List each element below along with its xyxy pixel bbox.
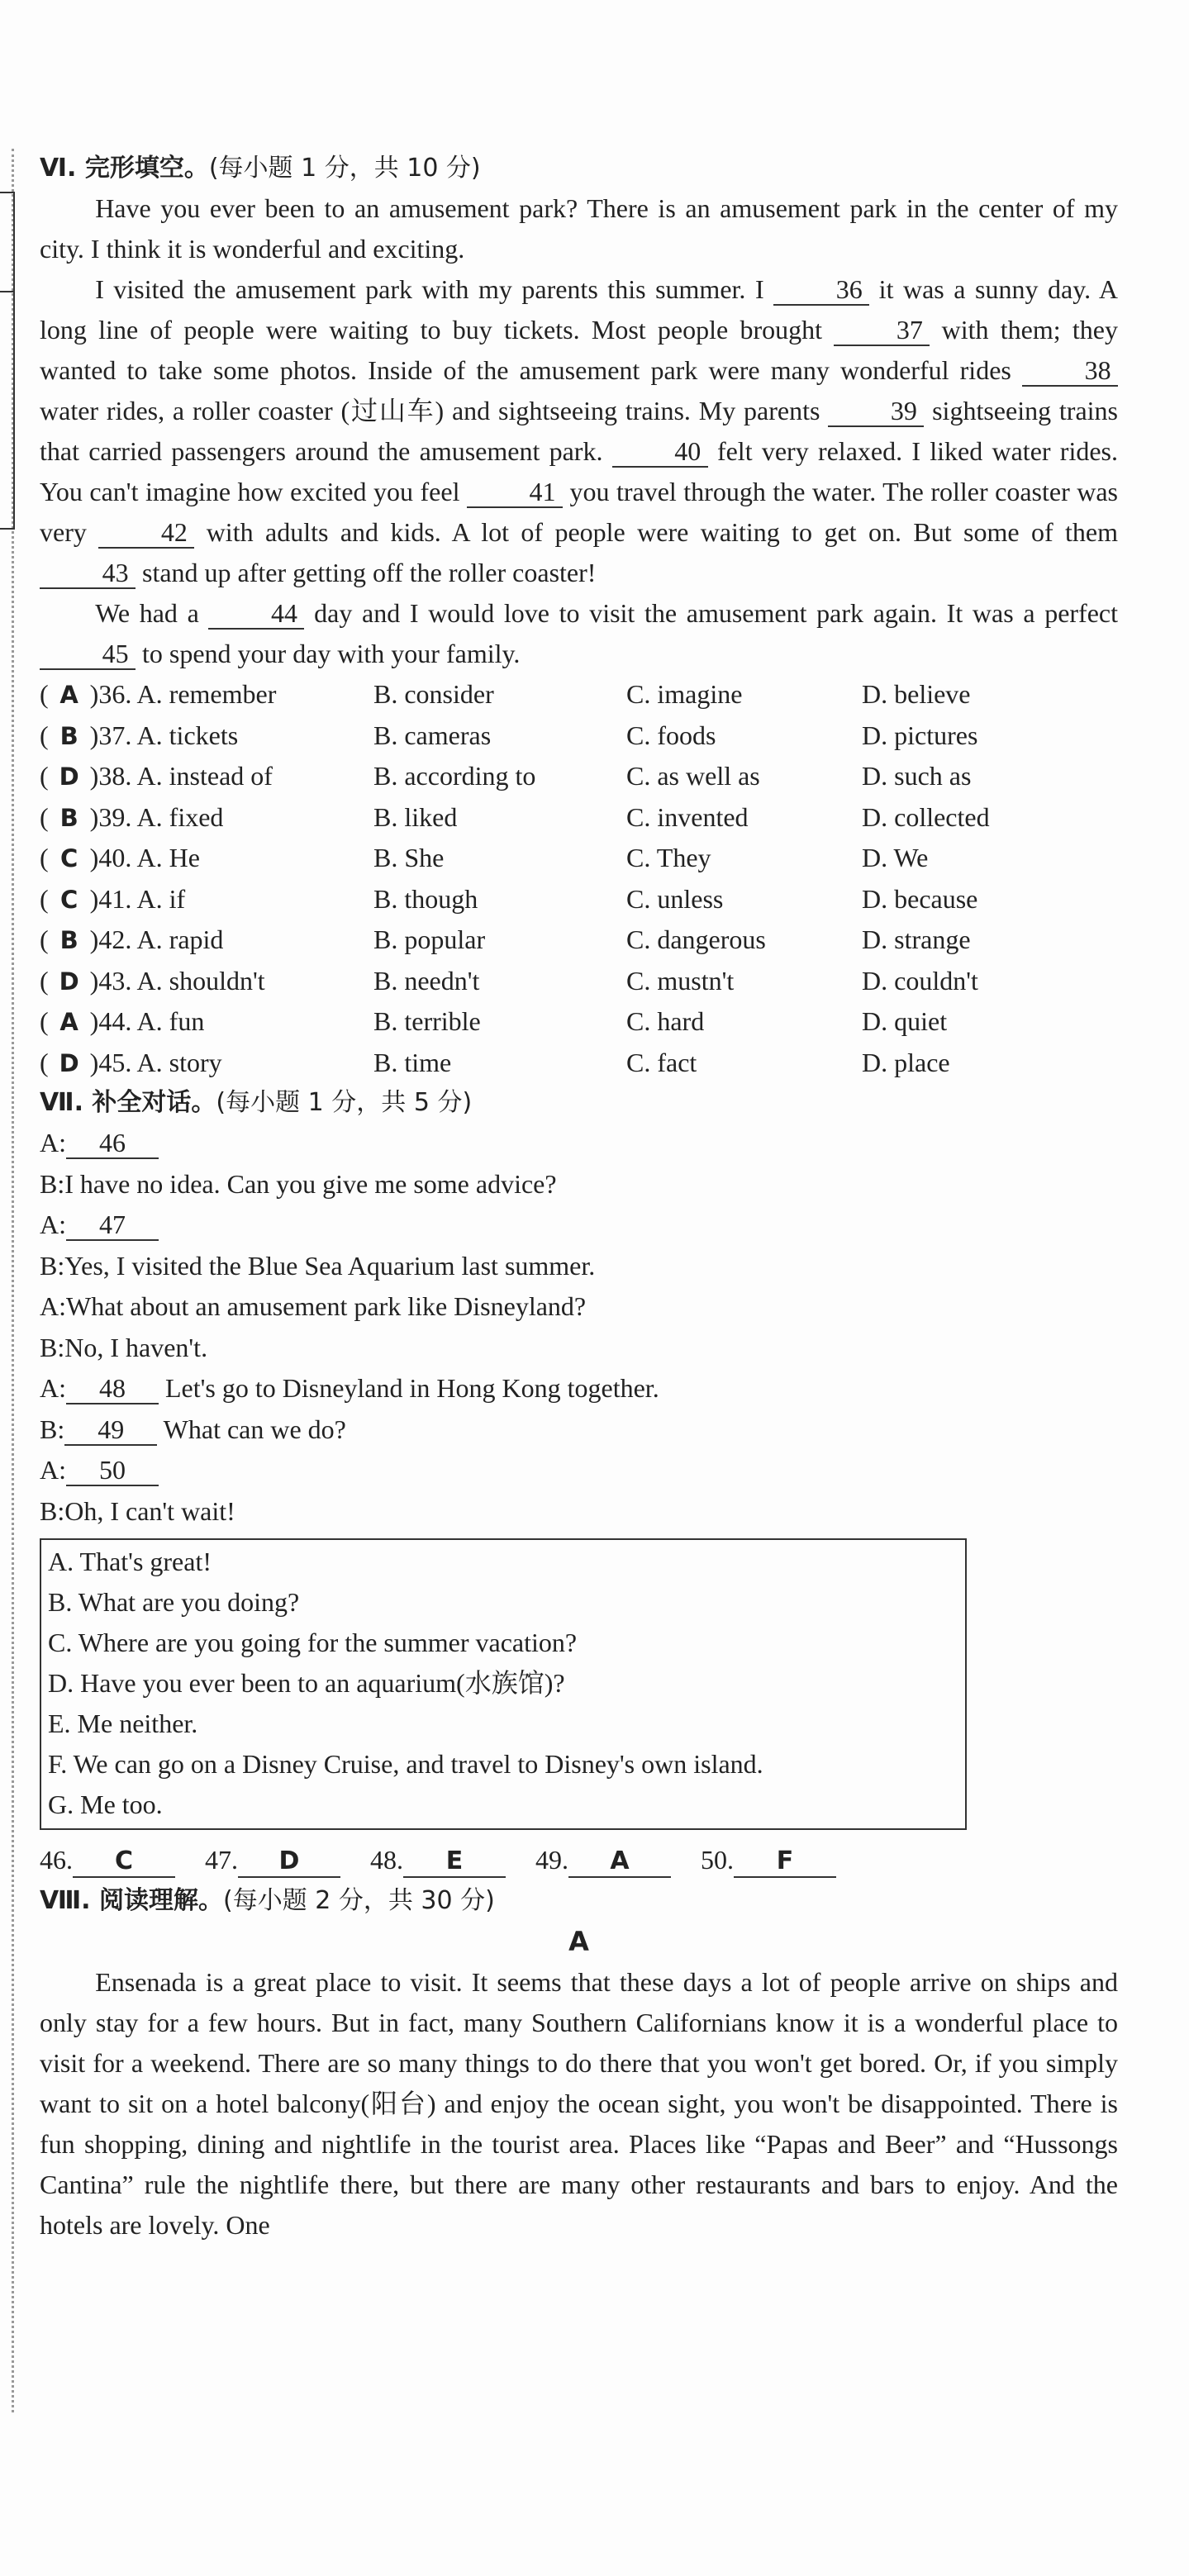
option-question: ( B )42. A. rapid — [40, 924, 224, 955]
cloze-options-table — [40, 674, 1118, 1083]
option-d: D. collected — [862, 801, 990, 832]
section6-title: Ⅵ. 完形填空。 — [40, 154, 209, 183]
option-answer[interactable]: A — [59, 681, 78, 710]
option-c: C. mustn't — [626, 965, 735, 996]
text-run: day and I would love to visit the amusement park again. It was a perfect — [304, 598, 1119, 628]
text-run: felt very relaxed. I liked water rides. You can't imagine how excited you feel — [40, 436, 1119, 506]
option-row — [40, 879, 1118, 920]
option-question: ( C )41. A. if — [40, 883, 186, 914]
dialogue-blank[interactable]: 48 — [66, 1373, 159, 1404]
option-c: C. fact — [626, 1047, 697, 1077]
option-b: B. liked — [373, 801, 458, 832]
blank-44[interactable]: 44 — [208, 598, 304, 630]
answer-number: 50. — [701, 1845, 734, 1875]
option-a: )43. A. shouldn't — [89, 965, 265, 996]
binding-bracket — [0, 192, 15, 530]
option-answer[interactable]: B — [59, 721, 78, 750]
option-row — [40, 920, 1118, 961]
dialogue-text: Yes, I visited the Blue Sea Aquarium last summer. — [64, 1250, 596, 1281]
option-b: B. cameras — [373, 720, 492, 750]
option-answer[interactable]: D — [59, 763, 79, 791]
option-question: ( C )40. A. He — [40, 843, 200, 873]
option-c: C. They — [626, 843, 711, 873]
option-c: C. imagine — [626, 679, 743, 710]
cloze-paragraph-2 — [40, 269, 1118, 593]
text-run: water rides, a roller coaster (过山车) and sightseeing trains. My parents — [40, 396, 829, 425]
section8-title: Ⅷ. 阅读理解。 — [40, 1886, 224, 1915]
blank-42[interactable]: 42 — [98, 517, 194, 549]
option-c: C. invented — [626, 801, 749, 832]
option-answer[interactable]: C — [60, 844, 78, 873]
dialogue-blank[interactable]: 46 — [66, 1128, 159, 1159]
answer-blank[interactable]: C — [73, 1846, 175, 1878]
dialogue-blank[interactable]: 49 — [64, 1414, 157, 1446]
blank-45[interactable]: 45 — [40, 639, 136, 670]
dialogue-line — [40, 1328, 1118, 1369]
speaker: A: — [40, 1291, 66, 1321]
dialogue-text: I have no idea. Can you give me some advice? — [64, 1168, 557, 1199]
option-c: C. as well as — [626, 761, 760, 791]
choice-item: A. That's great! — [48, 1547, 212, 1576]
blank-40[interactable]: 40 — [612, 436, 708, 468]
option-answer[interactable]: D — [59, 1048, 79, 1077]
option-d: D. We — [862, 843, 929, 873]
blank-38[interactable]: 38 — [1022, 355, 1118, 387]
text-run: sightseeing trains that carried passengers around the amusement park. — [40, 396, 1118, 466]
answer-number: 49. — [535, 1845, 568, 1875]
option-row — [40, 674, 1118, 715]
dialogue-line — [40, 1123, 1118, 1164]
option-question: ( D )43. A. shouldn't — [40, 965, 265, 996]
option-b: B. needn't — [373, 965, 480, 996]
section6-note: (每小题 1 分，共 10 分) — [208, 154, 481, 183]
option-d: D. pictures — [862, 720, 978, 750]
option-c: C. hard — [626, 1006, 705, 1037]
answer-group — [370, 1838, 506, 1881]
option-answer[interactable]: D — [59, 967, 79, 996]
option-answer[interactable]: B — [59, 803, 78, 832]
dialogue-line — [40, 1205, 1118, 1246]
option-b: B. She — [373, 843, 445, 873]
text-run: you travel through the water. The roller coaster was very — [40, 477, 1119, 547]
option-answer[interactable]: A — [59, 1008, 78, 1037]
speaker: B: — [40, 1332, 65, 1362]
choice-box — [40, 1538, 967, 1830]
choice-item: B. What are you doing? — [48, 1587, 300, 1617]
text-run: We had a — [95, 598, 209, 628]
choice-item: G. Me too. — [48, 1789, 163, 1819]
answer-number: 46. — [40, 1845, 73, 1875]
option-d: D. strange — [862, 924, 971, 955]
reading-paragraph-1: Ensenada is a great place to visit. It seems that these days a lot of people arrive on ships and only stay for a few hours. But in fact, many Southern Californians know it is a wonderful place to visit for a weekend. There are so many things to do there that you won't get bored. Or, if you simply want to sit on a hotel balcony(阳台) and enjoy the ocean sight, you won't be disappointed. There is fun shopping, dining and nightlife in the tourist area. Places like “Papas and Beer” and “Hussongs Cantina” rule the nightlife there, but there are many other restaurants and bars to enjoy. And the hotels are lovely. One — [40, 1967, 1118, 2240]
dialogue-text: No, I haven't. — [64, 1332, 208, 1362]
choice-item: F. We can go on a Disney Cruise, and travel to Disney's own island. — [48, 1749, 763, 1779]
answer-blank[interactable]: F — [734, 1846, 836, 1878]
cloze-paragraph-1: Have you ever been to an amusement park? There is an amusement park in the center of my city. I think it is wonderful and exciting. — [40, 193, 1118, 264]
blank-36[interactable]: 36 — [773, 274, 869, 306]
dialogue — [40, 1123, 1118, 1532]
option-question: ( A )44. A. fun — [40, 1006, 205, 1037]
option-c: C. dangerous — [626, 924, 766, 955]
speaker: B: — [40, 1250, 65, 1281]
answer-blank[interactable]: D — [238, 1846, 340, 1878]
answer-blank[interactable]: E — [403, 1846, 506, 1878]
dialogue-blank[interactable]: 47 — [66, 1210, 159, 1241]
answer-blank[interactable]: A — [568, 1846, 671, 1878]
section7-note: (每小题 1 分，共 5 分) — [216, 1088, 473, 1117]
binding-tick — [0, 291, 13, 292]
answer-number: 48. — [370, 1845, 403, 1875]
option-row — [40, 961, 1118, 1002]
cloze-paragraph-3 — [40, 593, 1118, 674]
option-b: B. time — [373, 1047, 452, 1077]
option-a: )39. A. fixed — [89, 801, 224, 832]
dialogue-answers — [40, 1838, 1118, 1881]
option-d: D. such as — [862, 761, 972, 791]
blank-43[interactable]: 43 — [40, 558, 136, 589]
answer-group — [205, 1838, 340, 1881]
option-a: )41. A. if — [89, 883, 186, 914]
option-question: ( B )37. A. tickets — [40, 720, 239, 750]
text-run: stand up after getting off the roller coaster! — [136, 558, 597, 587]
option-question: ( B )39. A. fixed — [40, 801, 224, 832]
option-b: B. according to — [373, 761, 536, 791]
passage-a-title: A — [568, 1926, 589, 1957]
dialogue-line — [40, 1368, 1118, 1409]
answer-number: 47. — [205, 1845, 238, 1875]
content — [40, 149, 1118, 2246]
text-run: it was a sunny day. A long line of people were waiting to buy tickets. Most people brought — [40, 274, 1119, 345]
option-a: )42. A. rapid — [89, 924, 224, 955]
dialogue-line — [40, 1409, 1118, 1451]
option-a: )40. A. He — [89, 843, 200, 873]
dialogue-text: Let's go to Disneyland in Hong Kong together. — [159, 1373, 659, 1403]
option-question: ( A )36. A. remember — [40, 679, 277, 710]
dialogue-line — [40, 1491, 1118, 1533]
dialogue-blank[interactable]: 50 — [66, 1455, 159, 1486]
option-a: )36. A. remember — [89, 679, 277, 710]
speaker: B: — [40, 1495, 65, 1526]
answer-group — [701, 1838, 836, 1881]
option-answer[interactable]: B — [59, 926, 78, 955]
section6-heading — [40, 149, 1118, 188]
answer-group — [535, 1838, 671, 1881]
option-c: C. unless — [626, 883, 724, 914]
blank-41[interactable]: 41 — [467, 477, 563, 508]
option-row — [40, 838, 1118, 879]
option-d: D. believe — [862, 679, 971, 710]
speaker: A: — [40, 1373, 66, 1403]
section7-heading — [40, 1083, 1118, 1123]
section7-title: Ⅶ. 补全对话。 — [40, 1088, 216, 1117]
speaker: A: — [40, 1455, 66, 1485]
dialogue-text: What can we do? — [157, 1414, 346, 1444]
section8-heading — [40, 1881, 1118, 1921]
option-d: D. quiet — [862, 1006, 948, 1037]
text-run: with them; they wanted to take some photos. Inside of the amusement park were many wonderful rides — [40, 315, 1119, 385]
option-b: B. terrible — [373, 1006, 481, 1037]
option-b: B. consider — [373, 679, 494, 710]
text-run: I visited the amusement park with my parents this summer. I — [95, 274, 774, 304]
option-d: D. place — [862, 1047, 950, 1077]
option-question: ( D )38. A. instead of — [40, 761, 273, 791]
option-a: )37. A. tickets — [89, 720, 239, 750]
dialogue-line — [40, 1246, 1118, 1287]
option-question: ( D )45. A. story — [40, 1047, 222, 1077]
option-row — [40, 756, 1118, 797]
option-row — [40, 1001, 1118, 1043]
option-a: )38. A. instead of — [89, 761, 273, 791]
answer-group — [40, 1838, 175, 1881]
blank-37[interactable]: 37 — [834, 315, 930, 346]
option-a: )44. A. fun — [89, 1006, 205, 1037]
text-run: to spend your day with your family. — [136, 639, 521, 668]
option-row — [40, 797, 1118, 839]
dialogue-text: What about an amusement park like Disneyland? — [66, 1291, 587, 1321]
text-run: with adults and kids. A lot of people were waiting to get on. But some of them — [194, 517, 1119, 547]
option-a: )45. A. story — [89, 1047, 222, 1077]
option-b: B. popular — [373, 924, 486, 955]
option-answer[interactable]: C — [60, 885, 78, 914]
option-row — [40, 1043, 1118, 1084]
speaker: B: — [40, 1414, 65, 1444]
choice-item: D. Have you ever been to an aquarium(水族馆)? — [48, 1668, 565, 1698]
blank-39[interactable]: 39 — [828, 396, 924, 427]
option-d: D. couldn't — [862, 965, 978, 996]
dialogue-text: Oh, I can't wait! — [64, 1495, 235, 1526]
option-row — [40, 715, 1118, 757]
dialogue-line — [40, 1164, 1118, 1205]
dialogue-line — [40, 1286, 1118, 1328]
option-d: D. because — [862, 883, 978, 914]
choice-item: E. Me neither. — [48, 1709, 198, 1738]
speaker: A: — [40, 1128, 66, 1157]
choice-item: C. Where are you going for the summer vacation? — [48, 1628, 578, 1657]
speaker: B: — [40, 1168, 65, 1199]
speaker: A: — [40, 1210, 66, 1239]
option-b: B. though — [373, 883, 478, 914]
dialogue-line — [40, 1450, 1118, 1491]
section8-note: (每小题 2 分，共 30 分) — [223, 1886, 495, 1915]
option-c: C. foods — [626, 720, 716, 750]
